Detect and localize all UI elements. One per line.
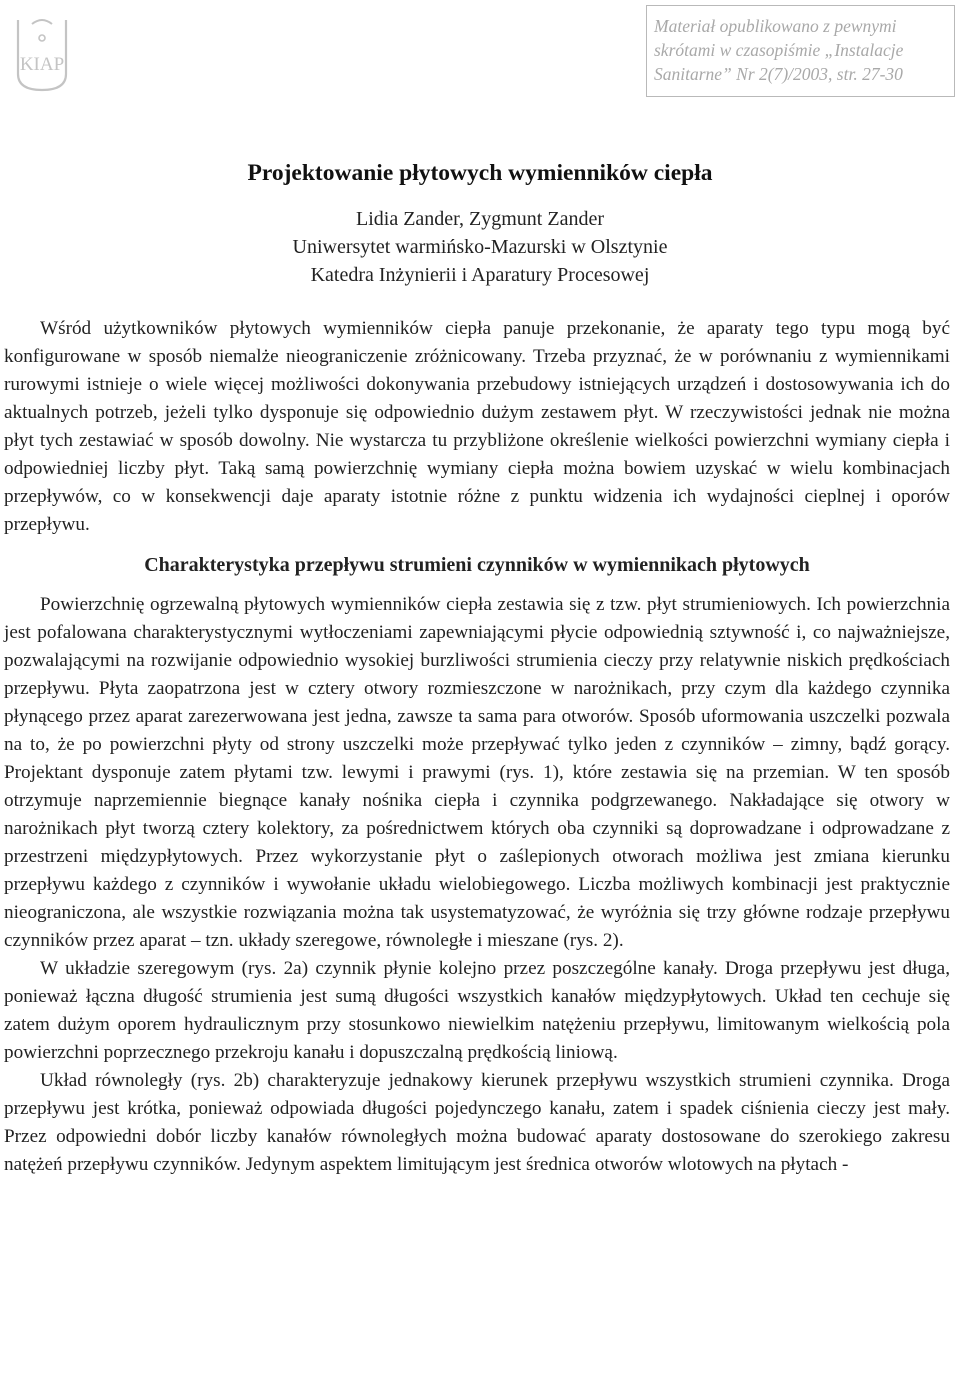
- author-names: Lidia Zander, Zygmunt Zander: [356, 208, 604, 230]
- intro-paragraph: Wśród użytkowników płytowych wymienników ciepła panuje przekonanie, że aparaty tego typu mogą być konfigurowane w sposób niemalże nieograniczenie zróżnicowany. Trzeba przyznać, że w porównaniu z wymiennikami rurowymi istnieje o wiele więcej możliwości dokonywania przebudowy istniejących urządzeń i dostosowywania ich do aktualnych potrzeb, jeżeli tylko dysponuje się odpowiednio dużym zestawem płyt. W rzeczywistości jednak nie można płyt tych zestawiać w sposób dowolny. Nie wystarcza tu przybliżone określenie wielkości powierzchni wymiany ciepła i odpowiedniej liczby płyt. Taką samą powierzchnię wymiany ciepła można bowiem uzyskać w wielu kombinacjach przepływów, co w konsekwencji daje aparaty istotnie różne z punktu widzenia ich wydajności cieplnej i oporów przepływu.: [4, 318, 950, 535]
- section-paragraph-2: W układzie szeregowym (rys. 2a) czynnik płynie kolejno przez poszczególne kanały. Droga przepływu jest długa, ponieważ łączna długość strumienia jest sumą długości wszystkich kanałów międzypłytowych. Układ ten cechuje się zatem dużym oporem hydraulicznym przy stosunkowo niewielkim natężeniu przepływu, limitowanym wielkością pola powierzchni poprzecznego przekroju kanału i dopuszczalną prędkością liniową.: [4, 958, 950, 1063]
- kiap-logo: [8, 14, 78, 94]
- publication-note: [646, 5, 955, 97]
- university-name: Uniwersytet warmińsko-Mazurski w Olsztynie: [292, 236, 668, 258]
- section-paragraph-3: Układ równoległy (rys. 2b) charakteryzuje jednakowy kierunek przepływu wszystkich strumieni czynnika. Droga przepływu jest krótka, ponieważ odpowiada długości pojedynczego kanału, zatem i spadek ciśnienia cieczy jest mały. Przez odpowiedni dobór liczby kanałów równoległych można budować aparaty dostosowane do szerokiego zakresu natężeń przepływu czynników. Jedynym aspektem limitującym jest średnica otworów wlotowych na płytach -: [4, 1070, 950, 1175]
- section-paragraph-1: Powierzchnię ogrzewalną płytowych wymienników ciepła zestawia się z tzw. płyt strumieniowych. Ich powierzchnia jest pofalowana charakterystycznymi wytłoczeniami zapewniającymi płycie odpowiednią sztywność i, co najważniejsze, pozwalającymi na rozwijanie odpowiednio wysokiej burzliwości strumienia cieczy przy relatywnie niskich prędkościach przepływu. Płyta zaopatrzona jest w cztery otwory rozmieszczone w narożnikach, przy czym dla każdego czynnika płynącego przez aparat zarezerwowana jest jedna, zawsze ta sama para otworów. Sposób uformowania uszczelki pozwala na to, że po powierzchni płyty od strony uszczelki może przepływać tylko jeden z czynników – zimny, bądź gorący. Projektant dysponuje zatem płytami tzw. lewymi i prawymi (rys. 1), które zestawia się na przemian. W ten sposób otrzymuje naprzemiennie biegnące kanały nośnika ciepła i czynnika podgrzewanego. Nakładające się otwory w narożnikach płyt tworzą cztery kolektory, za pośrednictwem których oba czynniki są doprowadzane i odprowadzane z przestrzeni międzypłytowych. Przez wykorzystanie płyt o zaślepionych otworach możliwa jest zmiana kierunku przepływu każdego z czynników i wywołanie układu wielobiegowego. Liczba możliwych kombinacji jest praktycznie nieograniczona, ale wszystkie rozwiązania można tak usystematyzować, że wyróżnia się trzy główne rodzaje przepływu czynników przez aparat – tzn. układy szeregowe, równoległe i mieszane (rys. 2).: [4, 594, 950, 951]
- publication-note-line: Sanitarne” Nr 2(7)/2003, str. 27-30: [654, 64, 903, 84]
- kiap-logo-mark: [8, 14, 78, 94]
- publication-note-line: Materiał opublikowano z pewnymi: [654, 16, 897, 36]
- document-title: Projektowanie płytowych wymienników ciepła: [247, 160, 713, 186]
- department-name: Katedra Inżynierii i Aparatury Procesowej: [310, 264, 650, 286]
- logo-text: KIAP: [19, 54, 65, 75]
- author-block: [0, 205, 960, 289]
- publication-note-line: skrótami w czasopiśmie „Instalacje: [654, 40, 904, 60]
- document-body: [4, 315, 950, 1179]
- section-heading: Charakterystyka przepływu strumieni czynników w wymiennikach płytowych: [144, 554, 810, 576]
